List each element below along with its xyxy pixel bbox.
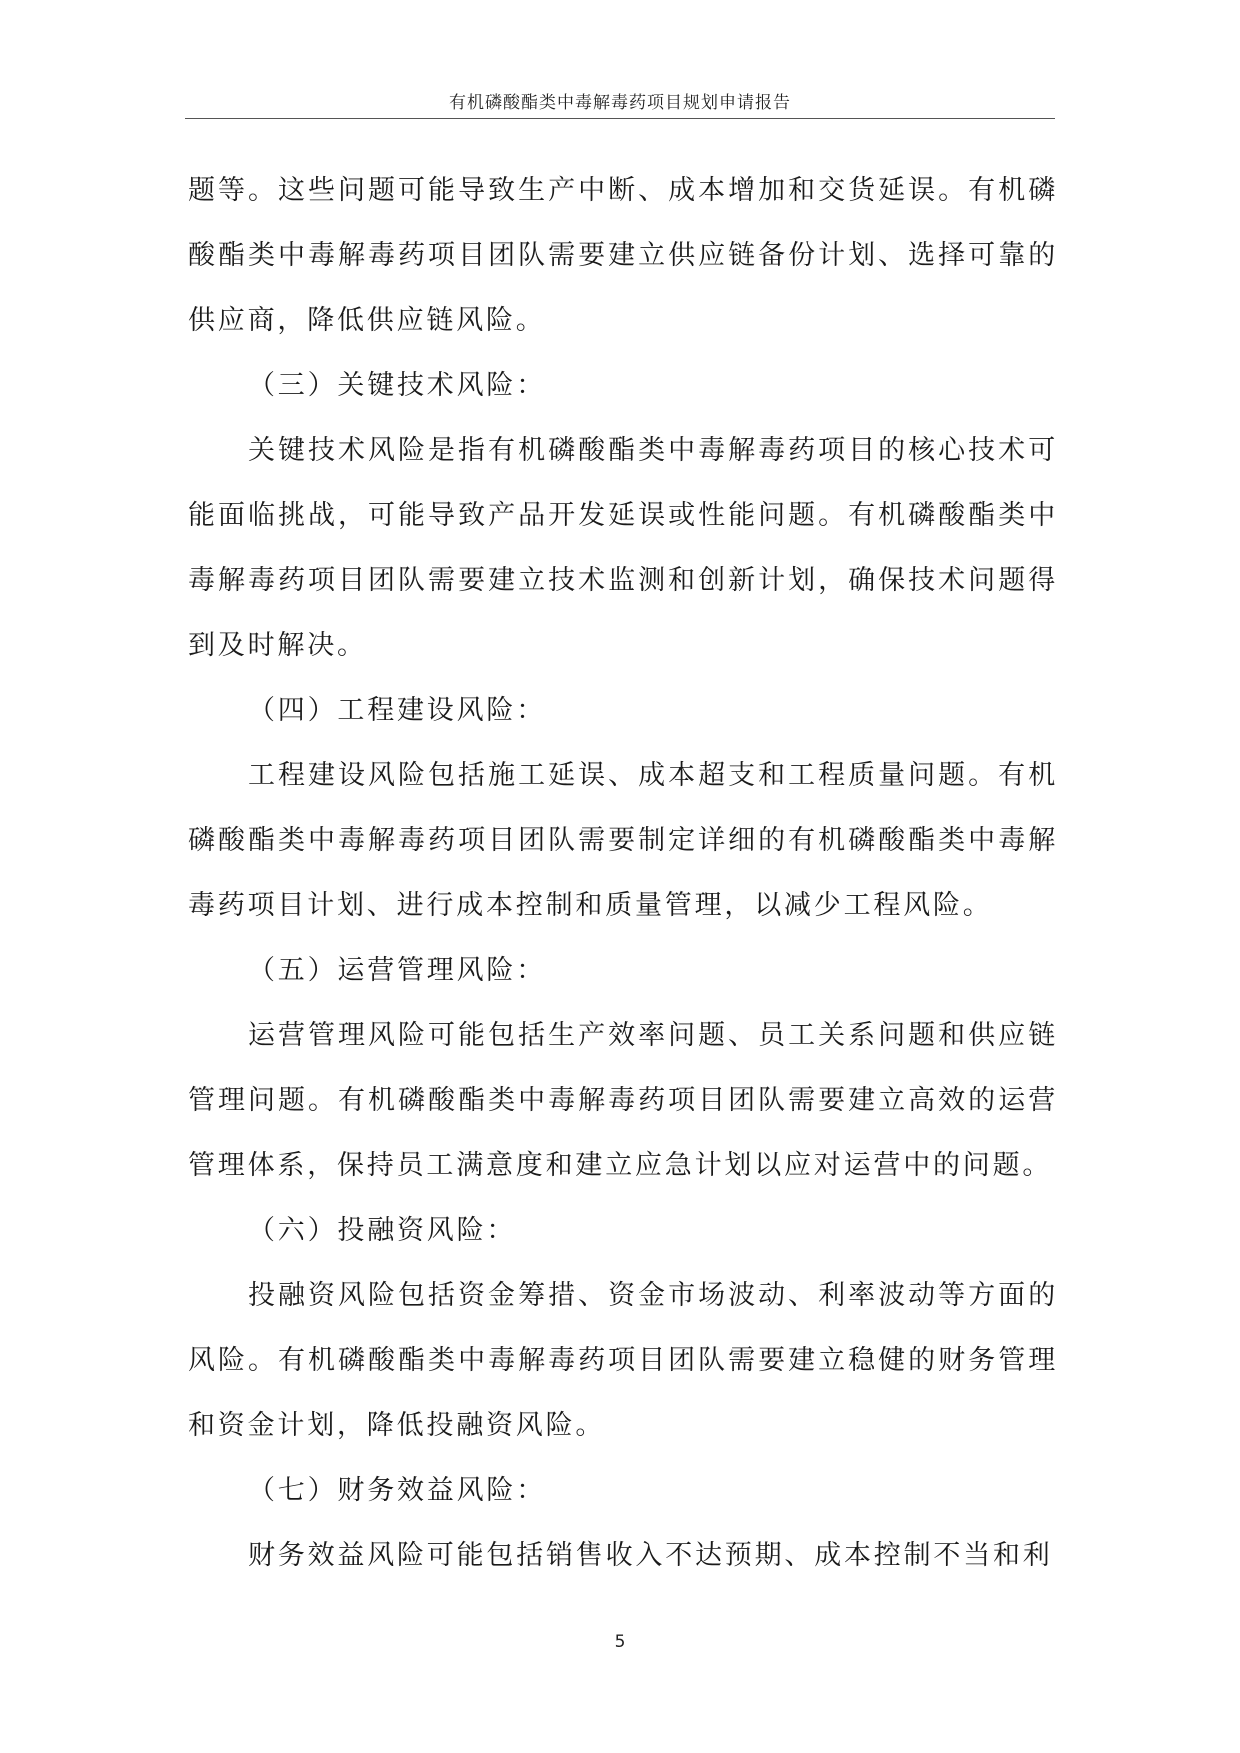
section-heading: （四）工程建设风险： <box>248 695 546 726</box>
paragraph: 运营管理风险可能包括生产效率问题、员工关系问题和供应链管理问题。有机磷酸酯类中毒解毒药项目团队需要建立高效的运营管理体系，保持员工满意度和建立应急计划以应对运营中的问题。 <box>188 1020 1058 1181</box>
paragraph: 财务效益风险可能包括销售收入不达预期、成本控制不当和利 <box>248 1540 1053 1571</box>
section-heading: （七）财务效益风险： <box>248 1475 546 1506</box>
section-heading: （六）投融资风险： <box>248 1215 517 1246</box>
section-heading: （三）关键技术风险： <box>248 370 546 401</box>
paragraph: 工程建设风险包括施工延误、成本超支和工程质量问题。有机磷酸酯类中毒解毒药项目团队需要制定详细的有机磷酸酯类中毒解毒药项目计划、进行成本控制和质量管理，以减少工程风险。 <box>188 760 1058 921</box>
paragraph: 投融资风险包括资金筹措、资金市场波动、利率波动等方面的风险。有机磷酸酯类中毒解毒药项目团队需要建立稳健的财务管理和资金计划，降低投融资风险。 <box>188 1280 1058 1441</box>
paragraph: 关键技术风险是指有机磷酸酯类中毒解毒药项目的核心技术可能面临挑战，可能导致产品开发延误或性能问题。有机磷酸酯类中毒解毒药项目团队需要建立技术监测和创新计划，确保技术问题得到及时解决。 <box>188 435 1058 661</box>
paragraph: 题等。这些问题可能导致生产中断、成本增加和交货延误。有机磷酸酯类中毒解毒药项目团队需要建立供应链备份计划、选择可靠的供应商，降低供应链风险。 <box>188 175 1058 336</box>
header-divider <box>185 118 1055 119</box>
document-body <box>188 158 1058 1588</box>
page-number: 5 <box>614 1632 626 1652</box>
section-heading: （五）运营管理风险： <box>248 955 546 986</box>
page-header: 有机磷酸酯类中毒解毒药项目规划申请报告 <box>449 93 791 113</box>
